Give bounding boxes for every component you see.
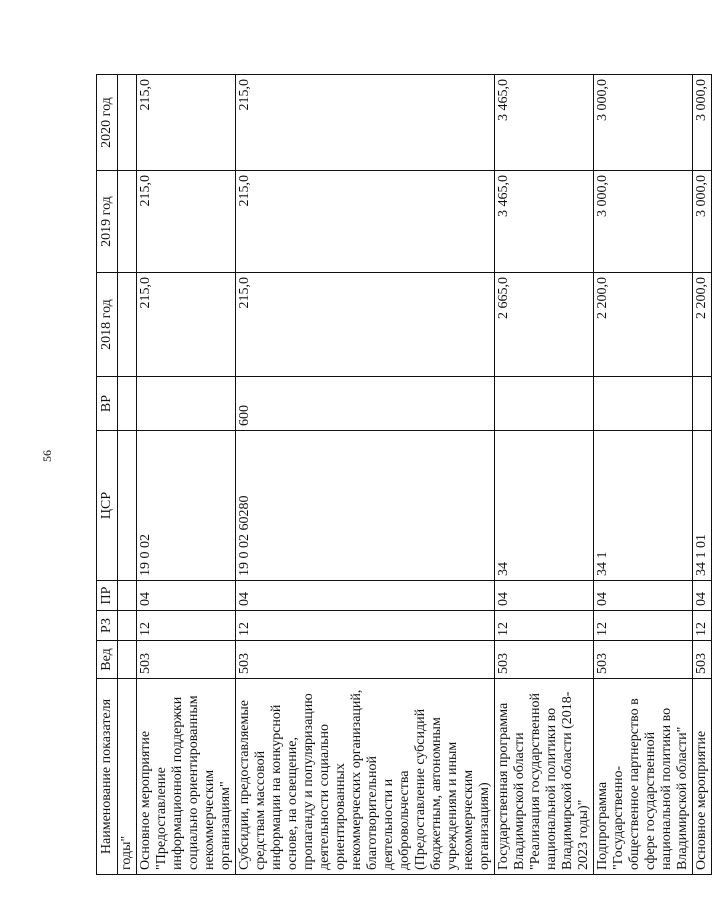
row-csr: 34 [495, 431, 594, 581]
rotated-table-container [96, 75, 709, 875]
row-vr: 600 [236, 377, 495, 431]
table-cell [118, 75, 137, 171]
row-2020: 215,0 [137, 75, 236, 171]
row-vr [137, 377, 236, 431]
row-rz: 12 [594, 611, 693, 641]
table-row [137, 75, 236, 875]
table-cell [118, 581, 137, 611]
row-name: Основное мероприятие "Предоставление информационной поддержки социально ориентированным некоммерческим организациям" [137, 679, 236, 875]
header-2020: 2020 год [97, 75, 118, 171]
row-ved: 503 [236, 641, 495, 679]
budget-table [96, 74, 712, 875]
row-vr [495, 377, 594, 431]
row-pr: 04 [693, 581, 712, 611]
row-2018: 2 665,0 [495, 273, 594, 377]
row-rz: 12 [137, 611, 236, 641]
row-ved: 503 [137, 641, 236, 679]
row-vr [594, 377, 693, 431]
row-rz: 12 [495, 611, 594, 641]
row-2018: 215,0 [137, 273, 236, 377]
row-2019: 3 000,0 [594, 171, 693, 273]
row-csr: 34 1 [594, 431, 693, 581]
row-csr: 34 1 01 [693, 431, 712, 581]
header-rz: РЗ [97, 611, 118, 641]
table-cell [118, 641, 137, 679]
row-2019: 215,0 [236, 171, 495, 273]
row-csr: 19 0 02 [137, 431, 236, 581]
row-rz: 12 [236, 611, 495, 641]
row-2018: 2 200,0 [693, 273, 712, 377]
table-cell [118, 171, 137, 273]
page-number: 56 [40, 450, 54, 462]
header-name: Наименование показателя [97, 679, 118, 875]
row-ved: 503 [495, 641, 594, 679]
table-row [693, 75, 712, 875]
row-2020: 3 000,0 [594, 75, 693, 171]
row-2019: 3 000,0 [693, 171, 712, 273]
row-2018: 2 200,0 [594, 273, 693, 377]
table-row [236, 75, 495, 875]
row-vr [693, 377, 712, 431]
continuation-row [118, 75, 137, 875]
table-row [594, 75, 693, 875]
row-csr: 19 0 02 60280 [236, 431, 495, 581]
row-name: Основное мероприятие [693, 679, 712, 875]
row-rz: 12 [693, 611, 712, 641]
row-2020: 3 000,0 [693, 75, 712, 171]
row-name: Субсидии, предоставляемые средствам массовой информации на конкурсной основе, на освещение, пропаганду и популяризацию деятельности социально ориентированных некоммерческих организаций, благотворительной деятельности и добровольчества (Предоставление субсидий бюджетным, автономным учреждениям и иным некоммерческим организациям) [236, 679, 495, 875]
row-name: Подпрограмма "Государственно-общественное партнерство в сфере государственной национальной политики во Владимирской области" [594, 679, 693, 875]
row-pr: 04 [137, 581, 236, 611]
row-ved: 503 [594, 641, 693, 679]
header-row [97, 75, 118, 875]
header-2018: 2018 год [97, 273, 118, 377]
header-2019: 2019 год [97, 171, 118, 273]
continuation-text: годы" [118, 679, 137, 875]
row-2020: 3 465,0 [495, 75, 594, 171]
row-pr: 04 [594, 581, 693, 611]
row-2019: 3 465,0 [495, 171, 594, 273]
row-ved: 503 [693, 641, 712, 679]
row-2019: 215,0 [137, 171, 236, 273]
table-cell [118, 431, 137, 581]
table-cell [118, 377, 137, 431]
row-pr: 04 [236, 581, 495, 611]
row-pr: 04 [495, 581, 594, 611]
header-csr: ЦСР [97, 431, 118, 581]
header-vr: ВР [97, 377, 118, 431]
table-row [495, 75, 594, 875]
header-ved: Вед [97, 641, 118, 679]
table-cell [118, 611, 137, 641]
row-name: Государственная программа Владимирской области "Реализация государственной национальной политики во Владимирской области (2018-2023 годы)" [495, 679, 594, 875]
row-2020: 215,0 [236, 75, 495, 171]
row-2018: 215,0 [236, 273, 495, 377]
table-cell [118, 273, 137, 377]
header-pr: ПР [97, 581, 118, 611]
